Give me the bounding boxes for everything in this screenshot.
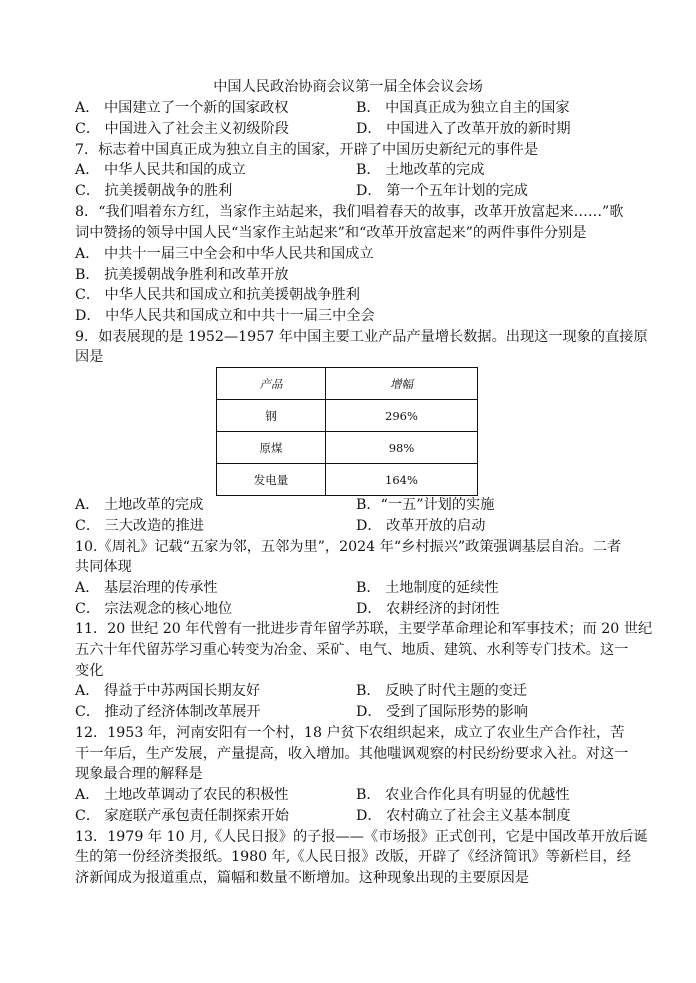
q9-option-d: D． 改革开放的启动: [356, 518, 486, 534]
q10-option-b: B． 土地制度的延续性: [356, 580, 499, 596]
q8-option-b: B． 抗美援朝战争胜利和改革开放: [75, 267, 289, 283]
q12-stem-cont2: 现象最合理的解释是: [75, 766, 203, 782]
q13-stem-cont2: 济新闻成为报道重点，篇幅和数量不断增加。这种现象出现的主要原因是: [75, 870, 530, 886]
table-cell-growth: 164%: [326, 464, 478, 496]
q7-option-d: D． 第一个五年计划的完成: [356, 183, 528, 199]
q12-option-d: D． 农村确立了社会主义基本制度: [356, 808, 571, 824]
q11-stem: 11．20 世纪 20 年代曾有一批进步青年留学苏联，主要学革命理论和军事技术；而 20 世纪: [75, 621, 653, 637]
q9-stem-cont: 因是: [75, 349, 104, 365]
q11-option-c: C． 推动了经济体制改革展开: [75, 704, 261, 720]
q12-option-c: C． 家庭联产承包责任制探索开始: [75, 808, 289, 824]
q6-option-a: A． 中国建立了一个新的国家政权: [75, 100, 289, 116]
q11-option-d: D． 受到了国际形势的影响: [356, 704, 528, 720]
table-cell-product: 钢: [217, 400, 326, 432]
table-header-product: 产品: [217, 368, 326, 400]
q8-stem: 8．“我们唱着东方红，当家作主站起来，我们唱着春天的故事，改革开放富起来……”歌: [75, 204, 624, 220]
image-caption: 中国人民政治协商会议第一届全体会议会场: [213, 79, 483, 95]
q11-stem-cont: 五六十年代留苏学习重心转变为冶金、采矿、电气、地质、建筑、水利等专门技术。这一: [75, 642, 629, 658]
q6-option-b: B． 中国真正成为独立自主的国家: [356, 100, 570, 116]
table-cell-growth: 98%: [326, 432, 478, 464]
table-cell-growth: 296%: [326, 400, 478, 432]
q9-option-a: A． 土地改革的完成: [75, 497, 204, 513]
q12-stem: 12．1953 年，河南安阳有一个村，18 户贫下农组织起来，成立了农业生产合作社，苦: [75, 725, 625, 741]
q12-option-b: B． 农业合作化具有明显的优越性: [356, 787, 570, 803]
q11-option-b: B． 反映了时代主题的变迁: [356, 683, 527, 699]
q8-stem-cont: 词中赞扬的领导中国人民“当家作主站起来”和“改革开放富起来”的两件事件分别是: [75, 225, 587, 241]
q7-option-c: C． 抗美援朝战争的胜利: [75, 183, 233, 199]
q13-stem-cont: 生的第一份经济类报纸。1980 年,《人民日报》改版，开辟了《经济简讯》等新栏目，经: [75, 849, 631, 865]
q9-option-c: C． 三大改造的推进: [75, 518, 204, 534]
q8-option-c: C． 中华人民共和国成立和抗美援朝战争胜利: [75, 287, 360, 303]
q6-option-d: D． 中国进入了改革开放的新时期: [356, 121, 571, 137]
q12-stem-cont: 干一年后，生产发展，产量提高，收入增加。其他嗤讽观察的村民纷纷要求入社。对这一: [75, 746, 629, 762]
q10-option-d: D． 农耕经济的封闭性: [356, 601, 500, 617]
q8-option-d: D． 中华人民共和国成立和中共十一届三中全会: [75, 308, 375, 324]
q10-option-c: C． 宗法观念的核心地位: [75, 601, 233, 617]
table-header-row: [217, 368, 478, 400]
q9-stem: 9．如表展现的是 1952—1957 年中国主要工业产品产量增长数据。出现这一现象的直接原: [75, 329, 648, 345]
q11-stem-cont2: 变化: [75, 663, 104, 679]
q10-stem: 10.《周礼》记载“五家为邻，五邻为里”，2024 年“乡村振兴”政策强调基层自治。二者: [75, 539, 622, 555]
q10-option-a: A． 基层治理的传承性: [75, 580, 218, 596]
production-table: [216, 367, 478, 496]
q10-stem-cont: 共同体现: [75, 559, 132, 575]
q9-option-b: B．“一五”计划的实施: [356, 497, 495, 513]
q13-stem: 13．1979 年 10 月,《人民日报》的子报——《市场报》正式创刊，它是中国改革开放后诞: [75, 829, 648, 845]
table-row: [217, 432, 478, 464]
table-row: [217, 400, 478, 432]
table-cell-product: 发电量: [217, 464, 326, 496]
q7-option-b: B． 土地改革的完成: [356, 162, 485, 178]
q7-option-a: A． 中华人民共和国的成立: [75, 162, 246, 178]
q7-stem: 7．标志着中国真正成为独立自主的国家，开辟了中国历史新纪元的事件是: [75, 142, 539, 158]
table-header-growth: 增幅: [326, 368, 478, 400]
q12-option-a: A． 土地改革调动了农民的积极性: [75, 787, 289, 803]
q6-option-c: C． 中国进入了社会主义初级阶段: [75, 121, 289, 137]
q11-option-a: A． 得益于中苏两国长期友好: [75, 683, 261, 699]
q8-option-a: A． 中共十一届三中全会和中华人民共和国成立: [75, 246, 374, 262]
table-row: [217, 464, 478, 496]
table-cell-product: 原煤: [217, 432, 326, 464]
